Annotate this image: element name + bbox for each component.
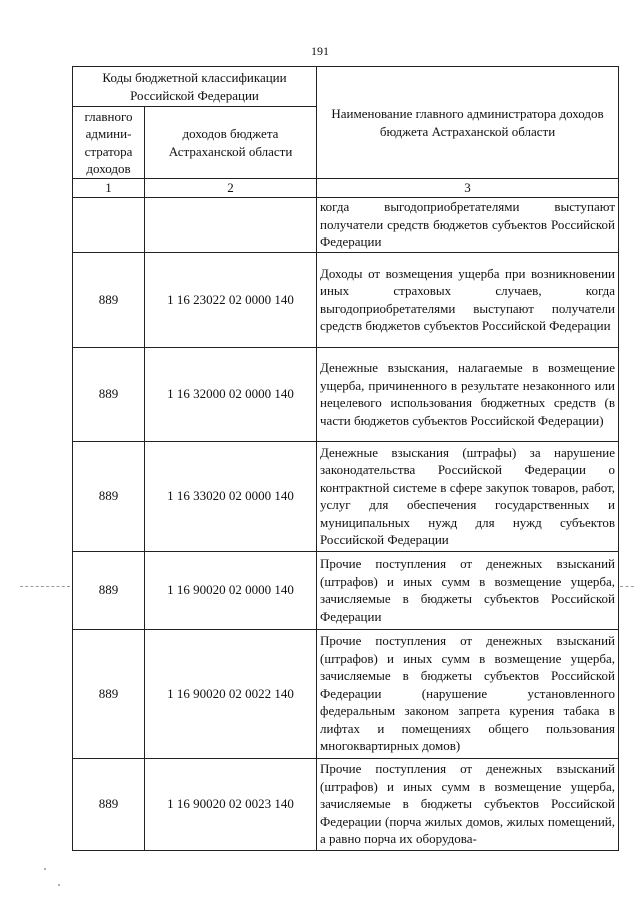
description-cell: Прочие поступления от денежных взысканий (штрафов) и иных сумм в возмещение ущерба, зачисляемые в бюджеты субъектов Российской Федерации (нарушение установленного федеральным законом запрета курения табака в лифтах и помещениях общего пользования многоквартирных домов) [317,629,619,758]
description-cell: Денежные взыскания, налагаемые в возмещение ущерба, причиненного в результате незаконного или нецелевого использования бюджетных средств (в части бюджетов субъектов Российской Федерации) [317,347,619,441]
header-admin-column: главного админи-стратора доходов [73,107,145,179]
scan-artifact-line-right [620,586,634,587]
table-row [73,629,619,758]
admin-code-cell: 889 [73,758,145,850]
income-code-cell: 1 16 32000 02 0000 140 [145,347,317,441]
column-number-1: 1 [73,179,145,198]
scan-speck [44,868,46,870]
admin-code-cell [73,197,145,252]
income-code-cell: 1 16 23022 02 0000 140 [145,252,317,347]
table-row [73,758,619,850]
budget-classification-table [72,66,619,851]
table-row [73,252,619,347]
admin-code-cell: 889 [73,347,145,441]
column-number-row [73,179,619,198]
income-code-cell [145,197,317,252]
description-cell: Доходы от возмещения ущерба при возникновении иных страховых случаев, когда выгодоприобретателями выступают получатели средств бюджетов субъектов Российской Федерации [317,252,619,347]
admin-code-cell: 889 [73,252,145,347]
scan-artifact-line-left [20,586,70,587]
table-row [73,197,619,252]
admin-code-cell: 889 [73,441,145,551]
admin-code-cell: 889 [73,629,145,758]
header-name-column: Наименование главного администратора доходов бюджета Астраханской области [317,67,619,179]
page-number: 191 [311,44,329,58]
income-code-cell: 1 16 90020 02 0000 140 [145,551,317,629]
income-code-cell: 1 16 90020 02 0022 140 [145,629,317,758]
header-codes-group: Коды бюджетной классификации Российской Федерации [73,67,317,107]
column-number-2: 2 [145,179,317,198]
description-cell: когда выгодоприобретателями выступают получатели средств бюджетов субъектов Российской Федерации [317,197,619,252]
table-row [73,347,619,441]
column-number-3: 3 [317,179,619,198]
table-row [73,441,619,551]
description-cell: Прочие поступления от денежных взысканий (штрафов) и иных сумм в возмещение ущерба, зачисляемые в бюджеты субъектов Российской Федерации [317,551,619,629]
header-row-top [73,67,619,107]
table-row [73,551,619,629]
description-cell: Денежные взыскания (штрафы) за нарушение законодательства Российской Федерации о контрактной системе в сфере закупок товаров, работ, услуг для обеспечения государственных и муниципальных нужд для нужд субъектов Российской Федерации [317,441,619,551]
income-code-cell: 1 16 33020 02 0000 140 [145,441,317,551]
scan-speck [58,884,60,886]
header-income-column: доходов бюджета Астраханской области [145,107,317,179]
income-code-cell: 1 16 90020 02 0023 140 [145,758,317,850]
description-cell: Прочие поступления от денежных взысканий (штрафов) и иных сумм в возмещение ущерба, зачисляемые в бюджеты субъектов Российской Федерации (порча жилых домов, жилых помещений, а равно порча их оборудова- [317,758,619,850]
admin-code-cell: 889 [73,551,145,629]
